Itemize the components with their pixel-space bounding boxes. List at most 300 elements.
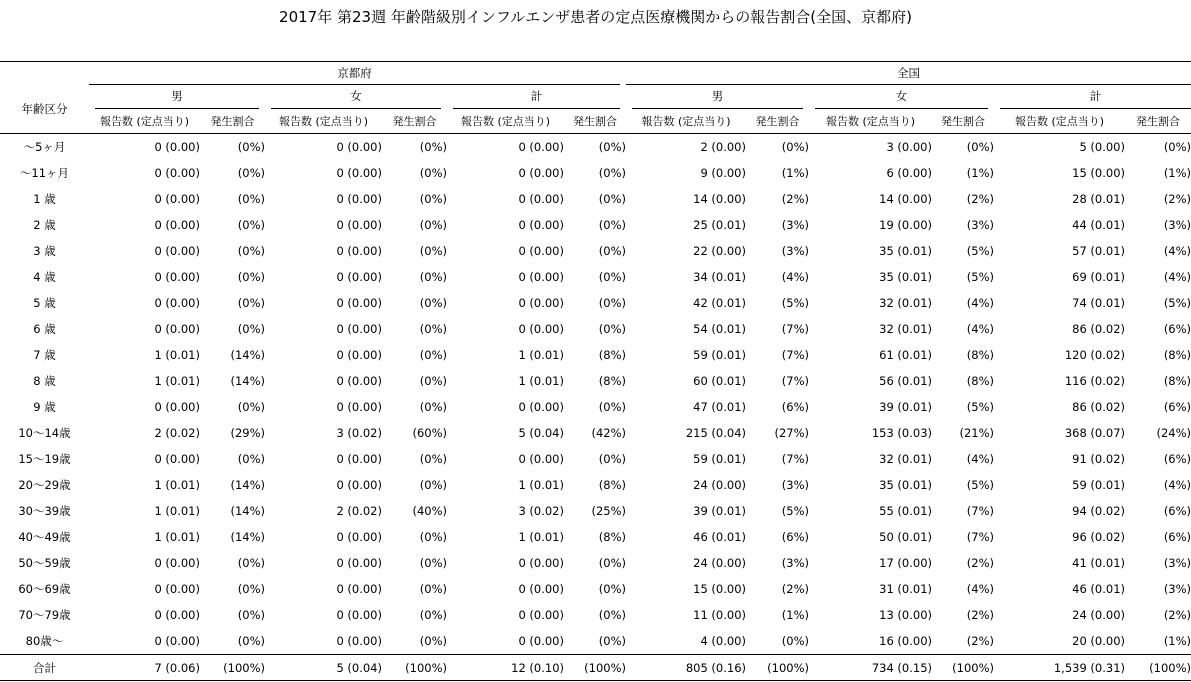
rate-cell: (0%) — [419, 582, 447, 596]
count-cell: 0 (0.00) — [154, 140, 200, 154]
rate-cell: (0%) — [237, 244, 265, 258]
rate-cell: (8%) — [598, 374, 626, 388]
rate-cell: (0%) — [419, 608, 447, 622]
total-row — [0, 655, 1191, 681]
rate-cell: (27%) — [774, 426, 809, 440]
rate-cell: (0%) — [598, 634, 626, 648]
rate-cell: (25%) — [591, 504, 626, 518]
count-cell: 57 (0.01) — [1072, 244, 1125, 258]
count-header: 報告数 (定点当り) — [265, 109, 382, 134]
table-row — [0, 550, 1191, 576]
count-cell: 1 (0.01) — [518, 374, 564, 388]
table-row — [0, 134, 1191, 161]
count-cell: 61 (0.01) — [879, 348, 932, 362]
rate-cell: (3%) — [781, 244, 809, 258]
age-cell: 30〜39歳 — [18, 504, 71, 518]
rate-cell: (4%) — [1163, 478, 1191, 492]
rate-cell: (100%) — [564, 655, 626, 681]
count-cell: 20 (0.00) — [1072, 634, 1125, 648]
count-cell: 60 (0.01) — [693, 374, 746, 388]
table-row — [0, 628, 1191, 655]
rate-cell: (0%) — [237, 634, 265, 648]
count-cell: 0 (0.00) — [518, 556, 564, 570]
count-cell: 86 (0.02) — [1072, 322, 1125, 336]
age-cell: 7 歳 — [33, 348, 56, 362]
count-cell: 56 (0.01) — [879, 374, 932, 388]
rate-cell: (0%) — [419, 634, 447, 648]
count-cell: 12 (0.10) — [447, 655, 564, 681]
rate-cell: (0%) — [598, 322, 626, 336]
count-header: 報告数 (定点当り) — [447, 109, 564, 134]
rate-cell: (0%) — [237, 270, 265, 284]
count-cell: 46 (0.01) — [1072, 582, 1125, 596]
count-cell: 116 (0.02) — [1064, 374, 1125, 388]
count-cell: 1 (0.01) — [154, 348, 200, 362]
age-cell: 20〜29歳 — [18, 478, 71, 492]
count-cell: 2 (0.02) — [336, 504, 382, 518]
table-row — [0, 472, 1191, 498]
rate-cell: (5%) — [781, 504, 809, 518]
rate-cell: (0%) — [237, 322, 265, 336]
count-cell: 0 (0.00) — [336, 270, 382, 284]
rate-cell: (2%) — [1163, 192, 1191, 206]
count-cell: 0 (0.00) — [518, 166, 564, 180]
count-cell: 1 (0.01) — [518, 348, 564, 362]
count-cell: 0 (0.00) — [336, 478, 382, 492]
count-cell: 39 (0.01) — [693, 504, 746, 518]
count-cell: 15 (0.00) — [693, 582, 746, 596]
count-cell: 46 (0.01) — [693, 530, 746, 544]
table-row — [0, 498, 1191, 524]
rate-cell: (0%) — [419, 244, 447, 258]
count-cell: 54 (0.01) — [693, 322, 746, 336]
rate-cell: (8%) — [598, 478, 626, 492]
age-cell: 〜11ヶ月 — [19, 166, 70, 180]
count-cell: 0 (0.00) — [154, 296, 200, 310]
count-cell: 86 (0.02) — [1072, 400, 1125, 414]
rate-cell: (0%) — [598, 218, 626, 232]
table-row — [0, 238, 1191, 264]
rate-cell: (7%) — [966, 530, 994, 544]
rate-cell: (100%) — [932, 655, 994, 681]
rate-cell: (4%) — [966, 582, 994, 596]
rate-cell: (42%) — [591, 426, 626, 440]
count-cell: 19 (0.00) — [879, 218, 932, 232]
count-cell: 0 (0.00) — [154, 400, 200, 414]
rate-cell: (4%) — [781, 270, 809, 284]
rate-cell: (0%) — [781, 634, 809, 648]
rate-cell: (0%) — [598, 140, 626, 154]
rate-header: 発生割合 — [382, 109, 447, 134]
count-cell: 0 (0.00) — [518, 582, 564, 596]
count-cell: 153 (0.03) — [871, 426, 932, 440]
age-cell: 6 歳 — [33, 322, 56, 336]
rate-cell: (4%) — [966, 452, 994, 466]
rate-cell: (0%) — [598, 166, 626, 180]
rate-cell: (8%) — [598, 530, 626, 544]
rate-cell: (6%) — [781, 530, 809, 544]
rate-cell: (14%) — [230, 348, 265, 362]
rate-cell: (3%) — [1163, 218, 1191, 232]
rate-cell: (0%) — [598, 192, 626, 206]
count-cell: 5 (0.04) — [518, 426, 564, 440]
count-cell: 13 (0.00) — [879, 608, 932, 622]
count-header: 報告数 (定点当り) — [89, 109, 200, 134]
count-cell: 1 (0.01) — [154, 530, 200, 544]
count-cell: 120 (0.02) — [1064, 348, 1125, 362]
rate-cell: (21%) — [959, 426, 994, 440]
rate-cell: (6%) — [1163, 322, 1191, 336]
count-cell: 15 (0.00) — [1072, 166, 1125, 180]
rate-cell: (0%) — [237, 400, 265, 414]
rate-cell: (6%) — [1163, 530, 1191, 544]
count-cell: 59 (0.01) — [693, 452, 746, 466]
sex-header-male-kyoto: 男 — [95, 85, 259, 109]
age-cell: 4 歳 — [33, 270, 56, 284]
count-cell: 0 (0.00) — [336, 530, 382, 544]
count-cell: 0 (0.00) — [336, 192, 382, 206]
rate-cell: (0%) — [419, 140, 447, 154]
count-cell: 0 (0.00) — [154, 634, 200, 648]
rate-cell: (6%) — [1163, 400, 1191, 414]
count-cell: 91 (0.02) — [1072, 452, 1125, 466]
rate-cell: (14%) — [230, 504, 265, 518]
rate-cell: (0%) — [419, 166, 447, 180]
count-cell: 24 (0.00) — [693, 478, 746, 492]
count-cell: 0 (0.00) — [518, 634, 564, 648]
rate-cell: (0%) — [419, 218, 447, 232]
rate-cell: (3%) — [781, 478, 809, 492]
age-cell: 5 歳 — [33, 296, 56, 310]
count-cell: 734 (0.15) — [809, 655, 932, 681]
count-cell: 0 (0.00) — [518, 400, 564, 414]
rate-cell: (0%) — [598, 296, 626, 310]
rate-cell: (60%) — [412, 426, 447, 440]
rate-cell: (0%) — [598, 270, 626, 284]
count-cell: 55 (0.01) — [879, 504, 932, 518]
rate-cell: (8%) — [1163, 374, 1191, 388]
rate-cell: (0%) — [419, 374, 447, 388]
count-cell: 11 (0.00) — [693, 608, 746, 622]
rate-cell: (0%) — [237, 140, 265, 154]
count-cell: 0 (0.00) — [336, 634, 382, 648]
rate-cell: (2%) — [966, 634, 994, 648]
count-cell: 0 (0.00) — [336, 608, 382, 622]
rate-cell: (3%) — [1163, 556, 1191, 570]
count-cell: 0 (0.00) — [336, 322, 382, 336]
rate-cell: (2%) — [966, 192, 994, 206]
count-cell: 0 (0.00) — [154, 452, 200, 466]
count-cell: 50 (0.01) — [879, 530, 932, 544]
sex-header-total-kyoto: 計 — [453, 85, 620, 109]
count-cell: 41 (0.01) — [1072, 556, 1125, 570]
rate-cell: (0%) — [598, 556, 626, 570]
sex-header-total-national: 計 — [1000, 85, 1191, 109]
age-cell: 8 歳 — [33, 374, 56, 388]
rate-cell: (14%) — [230, 478, 265, 492]
count-cell: 74 (0.01) — [1072, 296, 1125, 310]
rate-cell: (0%) — [966, 140, 994, 154]
count-cell: 31 (0.01) — [879, 582, 932, 596]
age-cell: 3 歳 — [33, 244, 56, 258]
count-cell: 215 (0.04) — [685, 426, 746, 440]
count-cell: 1 (0.01) — [154, 478, 200, 492]
rate-cell: (7%) — [781, 348, 809, 362]
age-cell: 70〜79歳 — [18, 608, 71, 622]
count-cell: 0 (0.00) — [518, 452, 564, 466]
count-cell: 1 (0.01) — [518, 530, 564, 544]
count-cell: 0 (0.00) — [336, 556, 382, 570]
rate-cell: (5%) — [781, 296, 809, 310]
count-cell: 805 (0.16) — [626, 655, 746, 681]
rate-cell: (0%) — [237, 296, 265, 310]
corner-cell — [0, 62, 89, 86]
count-cell: 0 (0.00) — [154, 192, 200, 206]
rate-cell: (4%) — [966, 296, 994, 310]
age-cell: 80歳〜 — [25, 634, 64, 648]
count-cell: 2 (0.00) — [700, 140, 746, 154]
rate-cell: (2%) — [966, 556, 994, 570]
rate-cell: (4%) — [966, 322, 994, 336]
count-cell: 0 (0.00) — [518, 244, 564, 258]
rate-cell: (0%) — [598, 244, 626, 258]
rate-header: 発生割合 — [746, 109, 809, 134]
table-row — [0, 212, 1191, 238]
rate-cell: (8%) — [1163, 348, 1191, 362]
count-cell: 32 (0.01) — [879, 452, 932, 466]
count-cell: 0 (0.00) — [336, 348, 382, 362]
rate-cell: (1%) — [1163, 166, 1191, 180]
count-cell: 0 (0.00) — [154, 218, 200, 232]
rate-cell: (3%) — [781, 556, 809, 570]
rate-cell: (0%) — [237, 218, 265, 232]
count-cell: 28 (0.01) — [1072, 192, 1125, 206]
count-cell: 59 (0.01) — [693, 348, 746, 362]
rate-cell: (100%) — [382, 655, 447, 681]
rate-cell: (2%) — [966, 608, 994, 622]
sex-header-male-national: 男 — [632, 85, 803, 109]
count-cell: 6 (0.00) — [886, 166, 932, 180]
rate-cell: (1%) — [966, 166, 994, 180]
rate-cell: (5%) — [966, 270, 994, 284]
count-cell: 14 (0.00) — [879, 192, 932, 206]
rate-cell: (6%) — [781, 400, 809, 414]
count-cell: 0 (0.00) — [336, 452, 382, 466]
table-row — [0, 160, 1191, 186]
table-row — [0, 264, 1191, 290]
rate-cell: (0%) — [237, 582, 265, 596]
rate-cell: (1%) — [1163, 634, 1191, 648]
count-cell: 0 (0.00) — [154, 244, 200, 258]
count-cell: 25 (0.01) — [693, 218, 746, 232]
age-cell: 15〜19歳 — [18, 452, 71, 466]
count-cell: 16 (0.00) — [879, 634, 932, 648]
count-cell: 3 (0.00) — [886, 140, 932, 154]
rate-cell: (4%) — [1163, 270, 1191, 284]
influenza-table — [0, 61, 1191, 681]
count-cell: 0 (0.00) — [154, 582, 200, 596]
age-cell: 50〜59歳 — [18, 556, 71, 570]
rate-header: 発生割合 — [932, 109, 994, 134]
rate-cell: (0%) — [419, 556, 447, 570]
rate-cell: (0%) — [237, 452, 265, 466]
count-cell: 42 (0.01) — [693, 296, 746, 310]
table-row — [0, 524, 1191, 550]
table-row — [0, 342, 1191, 368]
count-cell: 2 (0.02) — [154, 426, 200, 440]
age-cell: 2 歳 — [33, 218, 56, 232]
count-cell: 32 (0.01) — [879, 322, 932, 336]
rate-cell: (4%) — [1163, 244, 1191, 258]
table-row — [0, 446, 1191, 472]
count-cell: 44 (0.01) — [1072, 218, 1125, 232]
rate-cell: (0%) — [419, 192, 447, 206]
count-cell: 14 (0.00) — [693, 192, 746, 206]
count-cell: 0 (0.00) — [518, 218, 564, 232]
sex-header-female-national: 女 — [815, 85, 988, 109]
count-cell: 368 (0.07) — [1064, 426, 1125, 440]
count-cell: 0 (0.00) — [518, 140, 564, 154]
rate-cell: (3%) — [966, 218, 994, 232]
page-title: 2017年 第23週 年齢階級別インフルエンザ患者の定点医療機関からの報告割合(全国、京都府) — [279, 8, 912, 26]
count-cell: 24 (0.00) — [1072, 608, 1125, 622]
count-cell: 0 (0.00) — [518, 296, 564, 310]
age-cell: 9 歳 — [33, 400, 56, 414]
count-cell: 32 (0.01) — [879, 296, 932, 310]
count-cell: 1,539 (0.31) — [994, 655, 1125, 681]
rate-cell: (0%) — [419, 452, 447, 466]
rate-cell: (0%) — [598, 452, 626, 466]
sex-header-female-kyoto: 女 — [271, 85, 441, 109]
count-cell: 47 (0.01) — [693, 400, 746, 414]
count-cell: 59 (0.01) — [1072, 478, 1125, 492]
count-cell: 24 (0.00) — [693, 556, 746, 570]
rate-cell: (0%) — [598, 582, 626, 596]
count-header: 報告数 (定点当り) — [626, 109, 746, 134]
count-cell: 4 (0.00) — [700, 634, 746, 648]
count-cell: 0 (0.00) — [154, 608, 200, 622]
count-cell: 1 (0.01) — [154, 374, 200, 388]
rate-cell: (0%) — [237, 556, 265, 570]
rate-cell: (0%) — [598, 608, 626, 622]
rate-header: 発生割合 — [200, 109, 265, 134]
table-row — [0, 186, 1191, 212]
count-cell: 0 (0.00) — [336, 582, 382, 596]
table-row — [0, 576, 1191, 602]
rate-cell: (1%) — [781, 608, 809, 622]
count-cell: 0 (0.00) — [336, 166, 382, 180]
count-cell: 17 (0.00) — [879, 556, 932, 570]
table-row — [0, 316, 1191, 342]
rate-cell: (6%) — [1163, 452, 1191, 466]
count-cell: 1 (0.01) — [518, 478, 564, 492]
table-row — [0, 394, 1191, 420]
count-cell: 35 (0.01) — [879, 478, 932, 492]
rate-cell: (14%) — [230, 374, 265, 388]
rate-cell: (0%) — [598, 400, 626, 414]
rate-cell: (0%) — [419, 322, 447, 336]
count-cell: 0 (0.00) — [336, 218, 382, 232]
count-cell: 0 (0.00) — [336, 296, 382, 310]
table-row — [0, 368, 1191, 394]
age-cell: 10〜14歳 — [18, 426, 71, 440]
count-cell: 0 (0.00) — [336, 140, 382, 154]
count-cell: 39 (0.01) — [879, 400, 932, 414]
table-row — [0, 420, 1191, 446]
rate-cell: (0%) — [237, 192, 265, 206]
count-cell: 5 (0.00) — [1079, 140, 1125, 154]
age-cell: 40〜49歳 — [18, 530, 71, 544]
region-header-kyoto: 京都府 — [89, 62, 620, 85]
rate-cell: (24%) — [1156, 426, 1191, 440]
count-cell: 35 (0.01) — [879, 244, 932, 258]
rate-cell: (2%) — [781, 582, 809, 596]
count-cell: 0 (0.00) — [518, 192, 564, 206]
age-cell: 1 歳 — [33, 192, 56, 206]
count-cell: 0 (0.00) — [518, 322, 564, 336]
rate-cell: (5%) — [1163, 296, 1191, 310]
rate-cell: (0%) — [419, 478, 447, 492]
count-header: 報告数 (定点当り) — [994, 109, 1125, 134]
rate-cell: (0%) — [781, 140, 809, 154]
age-cell: 〜5ヶ月 — [23, 140, 66, 154]
count-cell: 34 (0.01) — [693, 270, 746, 284]
region-header-national: 全国 — [626, 62, 1191, 85]
rate-cell: (2%) — [781, 192, 809, 206]
age-column-header: 年齢区分 — [0, 85, 89, 134]
rate-cell: (100%) — [1125, 655, 1191, 681]
rate-cell: (100%) — [746, 655, 809, 681]
rate-cell: (3%) — [781, 218, 809, 232]
count-cell: 69 (0.01) — [1072, 270, 1125, 284]
count-cell: 3 (0.02) — [336, 426, 382, 440]
rate-cell: (7%) — [781, 322, 809, 336]
count-cell: 3 (0.02) — [518, 504, 564, 518]
count-cell: 0 (0.00) — [518, 270, 564, 284]
rate-cell: (0%) — [237, 608, 265, 622]
age-cell: 合計 — [0, 655, 89, 681]
rate-header: 発生割合 — [1125, 109, 1191, 134]
rate-cell: (0%) — [419, 348, 447, 362]
rate-cell: (0%) — [1163, 140, 1191, 154]
rate-cell: (5%) — [966, 400, 994, 414]
rate-cell: (29%) — [230, 426, 265, 440]
count-cell: 7 (0.06) — [89, 655, 200, 681]
rate-cell: (7%) — [781, 452, 809, 466]
rate-cell: (5%) — [966, 244, 994, 258]
count-cell: 0 (0.00) — [154, 556, 200, 570]
table-row — [0, 602, 1191, 628]
rate-cell: (5%) — [966, 478, 994, 492]
rate-cell: (7%) — [966, 504, 994, 518]
count-cell: 0 (0.00) — [336, 244, 382, 258]
count-cell: 1 (0.01) — [154, 504, 200, 518]
rate-cell: (8%) — [966, 348, 994, 362]
rate-cell: (1%) — [781, 166, 809, 180]
count-cell: 0 (0.00) — [518, 608, 564, 622]
count-cell: 22 (0.00) — [693, 244, 746, 258]
count-cell: 9 (0.00) — [700, 166, 746, 180]
table-row — [0, 290, 1191, 316]
count-header: 報告数 (定点当り) — [809, 109, 932, 134]
rate-cell: (100%) — [200, 655, 265, 681]
rate-cell: (40%) — [412, 504, 447, 518]
rate-cell: (3%) — [1163, 582, 1191, 596]
age-cell: 60〜69歳 — [18, 582, 71, 596]
rate-cell: (0%) — [419, 270, 447, 284]
count-cell: 0 (0.00) — [154, 322, 200, 336]
count-cell: 96 (0.02) — [1072, 530, 1125, 544]
